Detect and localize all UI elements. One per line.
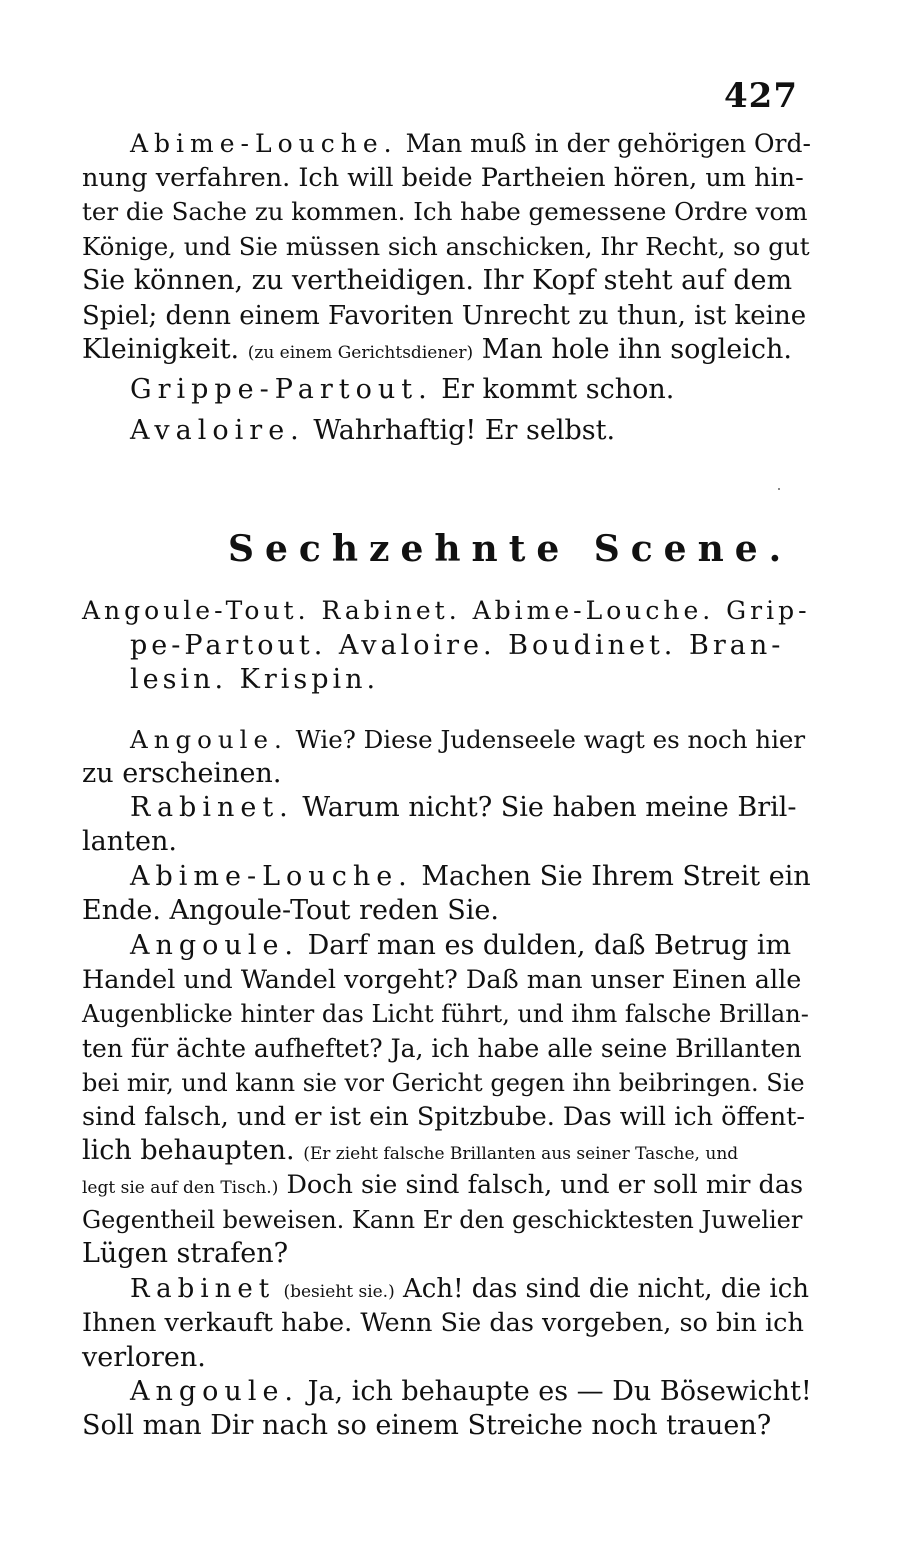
speech-line: sind falsch, und er ist ein Spitzbube. Das will ich öffent- [82, 1102, 805, 1132]
speech-text: Wie? Diese Judenseele wagt es noch hier [295, 725, 806, 754]
speech-text: Ach! das sind die nicht, die ich [403, 1274, 810, 1304]
speech-line [130, 929, 791, 963]
speech-line [82, 333, 792, 370]
speaker-name: Angoule. [130, 725, 288, 754]
speaker-name: Angoule. [130, 1376, 300, 1407]
speech-line: Gegentheil beweisen. Kann Er den geschicktesten Juwelier [82, 1206, 803, 1234]
stage-direction: (zu einem Gerichtsdiener) [247, 343, 474, 363]
speaker-name: Avaloire. [130, 415, 305, 446]
cast-list-line: pe-Partout. Avaloire. Boudinet. Bran- [130, 630, 785, 661]
speech-line [130, 127, 811, 161]
speech-line: Lügen strafen? [82, 1238, 289, 1269]
scene-heading: Sechzehnte Scene. [228, 528, 793, 570]
speech-line [130, 791, 797, 825]
paper-speck [778, 488, 780, 490]
speech-text: Darf man es dulden, daß Betrug im [307, 930, 792, 961]
speaker-name: Angoule. [130, 930, 300, 961]
page-number: 427 [724, 76, 798, 116]
speech-text: Man hole ihn sogleich. [481, 334, 792, 365]
speech-line: Soll man Dir nach so einem Streiche noch trauen? [82, 1410, 772, 1441]
speaker-name: Rabinet [130, 1274, 276, 1304]
speech-line: ter die Sache zu kommen. Ich habe gemessene Ordre vom [82, 197, 808, 226]
speech-line [130, 723, 805, 757]
speech-text: Man muß in der gehörigen Ord- [405, 129, 811, 158]
speaker-name: Abime-Louche. [130, 129, 398, 158]
speech-line: Spiel; denn einem Favoriten Unrecht zu thun, ist keine [82, 301, 807, 331]
speaker-name: Rabinet. [130, 792, 294, 823]
speech-text: Er kommt schon. [441, 374, 675, 405]
speech-line: bei mir, und kann sie vor Gericht gegen ihn beibringen. Sie [82, 1069, 805, 1097]
speech-line: Sie können, zu vertheidigen. Ihr Kopf steht auf dem [82, 265, 793, 296]
speech-line [130, 1375, 812, 1409]
speech-line: nung verfahren. Ich will beide Partheien hören, um hin- [82, 163, 804, 193]
cast-list-line: Angoule-Tout. Rabinet. Abime-Louche. Grip- [82, 596, 811, 625]
stage-direction: legt sie auf den Tisch.) [82, 1178, 279, 1198]
speech-line: Ende. Angoule-Tout reden Sie. [82, 895, 499, 926]
speech-line: ten für ächte aufheftet? Ja, ich habe alle seine Brillanten [82, 1034, 802, 1063]
speech-line [82, 1168, 803, 1205]
speech-line: verloren. [82, 1342, 206, 1373]
speech-line [130, 373, 674, 407]
speech-line: Ihnen verkauft habe. Wenn Sie das vorgeben, so bin ich [82, 1308, 804, 1338]
speech-line: zu erscheinen. [82, 758, 282, 789]
speech-line [82, 1134, 738, 1171]
speech-line [130, 414, 615, 448]
speech-text: Machen Sie Ihrem Streit ein [421, 861, 811, 892]
speaker-name: Abime-Louche. [130, 861, 413, 892]
speech-text: Wahrhaftig! Er selbst. [313, 415, 616, 446]
speech-line [130, 860, 811, 894]
speaker-name: Grippe-Partout. [130, 374, 433, 405]
speech-text: Doch sie sind falsch, und er soll mir das [286, 1170, 804, 1200]
speech-text: Ja, ich behaupte es — Du Bösewicht! [307, 1376, 812, 1407]
speech-text: lich behaupten. [82, 1135, 295, 1166]
speech-text: Kleinigkeit. [82, 334, 240, 365]
speech-line: Handel und Wandel vorgeht? Daß man unser Einen alle [82, 965, 802, 995]
cast-list-line: lesin. Krispin. [130, 664, 380, 695]
speech-line: Augenblicke hinter das Licht führt, und ihm falsche Brillan- [82, 1000, 809, 1028]
speech-line [130, 1272, 809, 1309]
speech-line: lanten. [82, 826, 177, 857]
speech-text: Warum nicht? Sie haben meine Bril- [302, 792, 797, 823]
stage-direction: (Er zieht falsche Brillanten aus seiner Tasche, und [303, 1144, 739, 1164]
speech-line: Könige, und Sie müssen sich anschicken, Ihr Recht, so gut [82, 232, 810, 261]
stage-direction: (besieht sie.) [283, 1282, 395, 1302]
